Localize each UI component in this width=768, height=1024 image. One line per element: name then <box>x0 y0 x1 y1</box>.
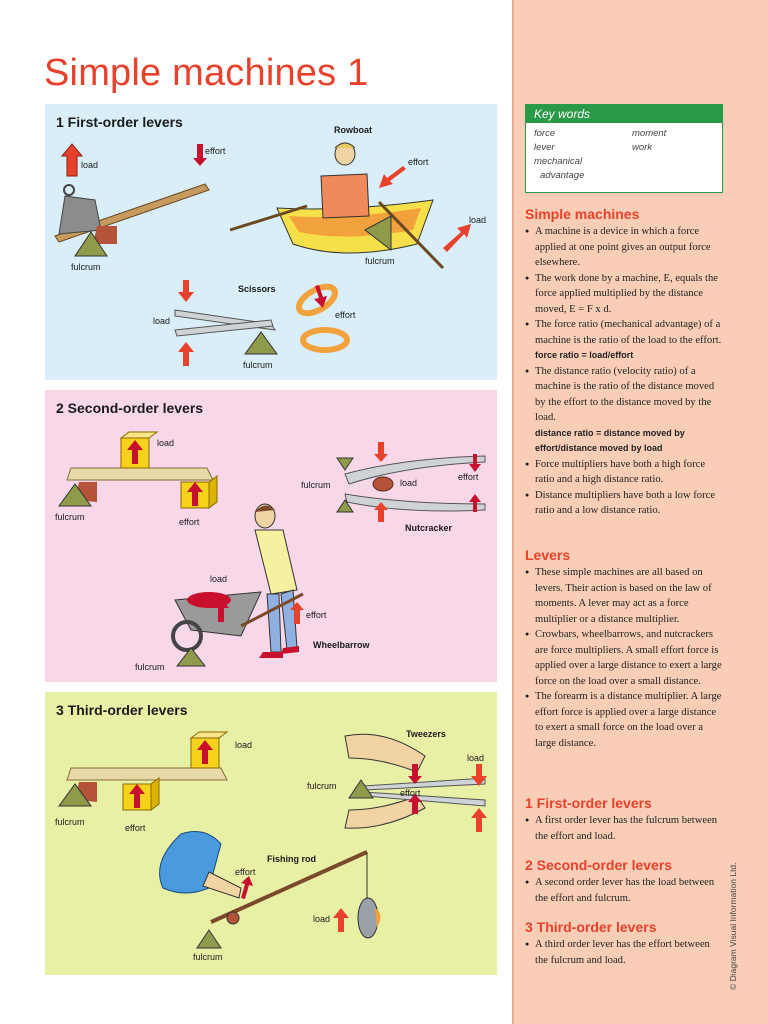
panel-third-order-levers <box>45 692 497 975</box>
key-word: force <box>534 128 556 139</box>
label-load-plank: load <box>157 438 175 448</box>
formula: force ratio = load/effort <box>535 350 634 360</box>
bullet: ● Crowbars, wheelbarrows, and nutcrackers are force multipliers. A small effort force is applied over a large distance to exert a large force on the load over a small distance. <box>525 627 725 689</box>
label-effort-rod: effort <box>235 867 256 877</box>
third-order-illustration <box>45 692 497 975</box>
section-body-third-order <box>525 937 725 968</box>
label-fulcrum-tweezers: fulcrum <box>307 781 337 791</box>
panel-heading: 1 First-order levers <box>56 114 183 130</box>
label-effort-plank: effort <box>179 517 200 527</box>
label-fulcrum-plank: fulcrum <box>55 512 85 522</box>
bullet: ● Distance multipliers have both a low force ratio and a low distance ratio. <box>525 488 725 519</box>
bullet: ● Force multipliers have both a high force ratio and a high distance ratio. <box>525 457 725 488</box>
label-load-boat: load <box>469 215 487 225</box>
bullet: ● The work done by a machine, E, equals the force applied multiplied by the distance moved, E = F x d. <box>525 271 725 318</box>
key-word: advantage <box>540 170 585 181</box>
plank-lever <box>59 732 227 810</box>
copyright-notice: © Diagram Visual Information Ltd. <box>728 862 738 990</box>
label-nutcracker: Nutcracker <box>405 523 453 533</box>
section-heading-levers: Levers <box>525 547 571 563</box>
section-body-second-order <box>525 875 725 906</box>
label-load-barrow: load <box>210 574 228 584</box>
section-body-simple-machines <box>525 224 725 519</box>
label-scissors: Scissors <box>238 284 276 294</box>
section-heading-first-order: 1 First-order levers <box>525 795 652 811</box>
label-load-plank: load <box>235 740 253 750</box>
load-arrow-icon <box>178 342 194 366</box>
load-arrow-icon <box>333 908 349 932</box>
label-effort-tweezers: effort <box>400 788 421 798</box>
load-arrow-icon <box>443 224 471 252</box>
section-heading-third-order: 3 Third-order levers <box>525 919 657 935</box>
label-effort-boat: effort <box>408 157 429 167</box>
panel-heading: 2 Second-order levers <box>56 400 204 416</box>
panel-heading: 3 Third-order levers <box>56 702 188 718</box>
page-title: Simple machines 1 <box>44 52 369 94</box>
bullet: ● A second order lever has the load between the effort and fulcrum. <box>525 875 725 906</box>
label-fulcrum-barrow: fulcrum <box>135 662 165 672</box>
key-words-col1 <box>534 127 584 183</box>
bullet: ● The force ratio (mechanical advantage) of a machine is the ratio of the load to the effort. <box>525 317 725 348</box>
label-load-scissors: load <box>153 316 171 326</box>
key-words-box <box>525 104 723 193</box>
label-effort-seesaw: effort <box>205 146 226 156</box>
label-fulcrum-boat: fulcrum <box>365 256 395 266</box>
label-load-nut: load <box>400 478 418 488</box>
label-effort-scissors: effort <box>335 310 356 320</box>
label-fulcrum-rod: fulcrum <box>193 952 223 962</box>
wheelbarrow-illustration <box>173 504 303 666</box>
section-heading-second-order: 2 Second-order levers <box>525 857 673 873</box>
label-effort-nut: effort <box>458 472 479 482</box>
bullet: ● These simple machines are all based on levers. Their action is based on the law of moments. A lever may act as a force multiplier or a distance multiplier. <box>525 565 725 627</box>
section-body-first-order <box>525 813 725 844</box>
key-word: moment <box>632 128 667 139</box>
label-load-seesaw: load <box>81 160 99 170</box>
panel-second-order-levers <box>45 390 497 682</box>
label-fulcrum-plank: fulcrum <box>55 817 85 827</box>
load-arrow-icon <box>178 280 194 302</box>
key-word: work <box>632 142 653 153</box>
section-heading-simple-machines: Simple machines <box>525 206 640 222</box>
effort-arrow-icon <box>379 166 406 188</box>
section-body-levers <box>525 565 725 751</box>
load-arrow-icon <box>374 442 388 462</box>
key-words-col2 <box>632 127 666 155</box>
formula: distance ratio = distance moved by effort/distance moved by load <box>535 427 685 453</box>
bullet: ● A machine is a device in which a force applied at one point gives an output force elsewhere. <box>525 224 725 271</box>
label-fishing-rod: Fishing rod <box>267 854 316 864</box>
label-rowboat: Rowboat <box>334 125 372 135</box>
load-arrow-icon <box>471 808 487 832</box>
label-wheelbarrow: Wheelbarrow <box>313 640 370 650</box>
label-fulcrum-seesaw: fulcrum <box>71 262 101 272</box>
fishing-rod-illustration <box>160 832 381 948</box>
panel-first-order-levers <box>45 104 497 380</box>
key-words-header: Key words <box>526 105 722 123</box>
bullet: ● A first order lever has the fulcrum between the effort and load. <box>525 813 725 844</box>
label-fulcrum-nut: fulcrum <box>301 480 331 490</box>
second-order-illustration <box>45 390 497 682</box>
bullet: ● The forearm is a distance multiplier. A large effort force is applied over a large distance to exert a small force on the load over a large distance. <box>525 689 725 751</box>
effort-arrow-icon <box>241 876 253 899</box>
seesaw-lever <box>55 184 209 256</box>
label-effort-barrow: effort <box>306 610 327 620</box>
label-fulcrum-scissors: fulcrum <box>243 360 273 370</box>
bullet: ● A third order lever has the effort between the fulcrum and load. <box>525 937 725 968</box>
load-arrow-icon <box>62 144 82 176</box>
label-effort-plank: effort <box>125 823 146 833</box>
label-load-rod: load <box>313 914 331 924</box>
first-order-illustration <box>45 104 497 380</box>
key-word: mechanical <box>534 156 583 167</box>
label-tweezers: Tweezers <box>406 729 446 739</box>
bullet: ● The distance ratio (velocity ratio) of a machine is the ratio of the distance moved by the effort to the distance moved by the load. <box>525 364 725 426</box>
key-word: lever <box>534 142 555 153</box>
label-load-tweezers: load <box>467 753 485 763</box>
